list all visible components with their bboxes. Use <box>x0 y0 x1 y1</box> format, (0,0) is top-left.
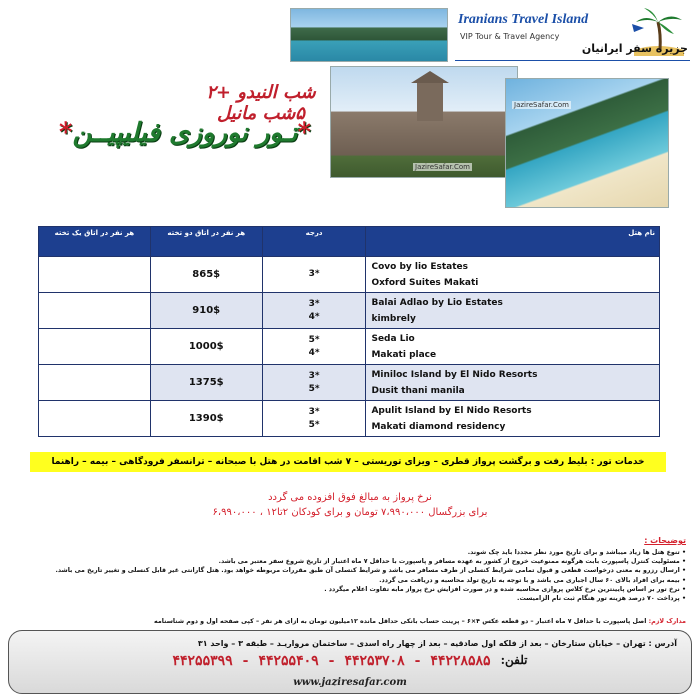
single-price-cell <box>39 329 151 365</box>
single-price-cell <box>39 365 151 401</box>
phone-number: ۴۴۲۵۵۴۰۹ <box>258 653 319 669</box>
double-price-cell: 1390$ <box>150 401 262 437</box>
flight-price-note: نرخ پرواز به مبالغ فوق افزوده می گردد <box>268 492 432 503</box>
address: آدرس : تهران – خیابان ستارخان – بعد از فلکه اول صادقیه – بعد از چهار راه اسدی – ساختمان مرواریـد – طبقه ۳ – واحد ۳۱ <box>197 639 677 648</box>
header-hotel-name: نام هتل <box>366 227 660 257</box>
table-row <box>39 329 660 365</box>
grade-value: 3* <box>308 406 320 417</box>
photo-cliffs <box>290 8 448 62</box>
grade-value: 5* <box>308 419 320 430</box>
tour-services: خدمات تور : بلیط رفت و برگشت پرواز قطری – ویزای توریستی – ۷ شب اقامت در هتل با صبحانه – ترانسفر فرودگاهی – بیمه – راهنما <box>30 452 666 472</box>
hotel-name: Miniloc Island by El Nido Resorts <box>371 369 538 380</box>
phone-separator: - <box>328 653 335 669</box>
note-item: • ارسال رزرو به معنی درخواست قطعی و قبول تمامی شرایط کنسلی از طرف مسافر می باشد و شرایط کنسلی آن طبق مقررات مربوطه خواهد بود. هتل گارانتی غیر قابل کنسلی و تغییر تاریخ می باشد. <box>55 567 686 575</box>
contact-footer <box>8 630 692 694</box>
tour-nights-title: ۲شب النیدو + ۵شب مانیل <box>206 82 316 124</box>
note-item: • نرخ تور بر اساس پایینترین نرخ کلاس پروازی محاسبه شده و در صورت افزایش نرخ پرواز مابه تفاوت اعلام میگردد . <box>324 585 686 593</box>
phone-label: تلفن: <box>500 653 528 667</box>
table-row <box>39 293 660 329</box>
phone-numbers <box>9 653 691 669</box>
table-row <box>39 257 660 293</box>
hotel-name: Apulit Island by El Nido Resorts <box>371 405 532 416</box>
note-item: • بیمه برای افراد بالای ۶۰ سال اجباری می باشد و با توجه به تاریخ تولد محاسبه و دریافت می گردد. <box>379 576 686 584</box>
table-row <box>39 401 660 437</box>
single-price-cell <box>39 401 151 437</box>
hotel-cell <box>366 329 660 365</box>
hotel-name: Seda Lio <box>371 333 415 344</box>
hotel-name: Oxford Suites Makati <box>371 277 479 288</box>
hotel-cell <box>366 365 660 401</box>
hotel-name: Balai Adlao by Lio Estates <box>371 297 503 308</box>
star-decoration: * <box>297 118 312 148</box>
phone-separator: - <box>414 653 421 669</box>
double-price-cell: 865$ <box>150 257 262 293</box>
hotel-cell <box>366 293 660 329</box>
hotel-cell <box>366 257 660 293</box>
phone-number: ۴۴۲۵۳۷۰۸ <box>344 653 405 669</box>
photo-caption: JazireSafar.Com <box>415 163 470 171</box>
hotel-name: Dusit thani manila <box>371 385 465 396</box>
notes-title: توضیحات : <box>644 536 686 545</box>
phone-separator: - <box>242 653 249 669</box>
grade-value: 4* <box>308 311 320 322</box>
photo-church <box>330 66 518 178</box>
table-header-row <box>39 227 660 257</box>
header-double-room: هر نفر در اتاق دو تخته <box>150 227 262 257</box>
grade-value: 3* <box>308 269 320 279</box>
grade-value: 3* <box>308 370 320 381</box>
grade-value: 5* <box>308 334 320 345</box>
grade-value: 4* <box>308 347 320 358</box>
brand-name-en: Iranians Travel Island <box>458 12 589 27</box>
double-price-cell: 1000$ <box>150 329 262 365</box>
single-price-cell <box>39 293 151 329</box>
hotel-name: kimbrely <box>371 313 416 324</box>
grade-value: 5* <box>308 383 320 394</box>
required-documents-label: مدارک لازم: <box>648 618 686 625</box>
tour-title <box>40 118 330 148</box>
grade-value: 3* <box>308 298 320 309</box>
grade-cell <box>262 293 366 329</box>
grade-cell <box>262 365 366 401</box>
website-link[interactable]: www.jaziresafar.com <box>293 677 407 688</box>
note-item: • تنوع هتل ها زیاد میباشد و برای تاریخ مورد نظر مجددا باید چک شوند. <box>467 549 686 556</box>
header-single-room: هر نفر در اتاق یک تخته <box>39 227 151 257</box>
price-table <box>38 226 660 437</box>
note-item: • مسئولیت کنترل پاسپورت بابت هرگونه ممنوعیت خروج از کشور به عهده مسافر و پاسپورت با حداقل ۷ ماه اعتبار از تاریخ شروع سفر معتبر می باشد. <box>218 558 686 566</box>
phone-number: ۴۴۲۵۵۳۹۹ <box>172 653 233 669</box>
notes-list <box>14 548 686 603</box>
required-documents-text: اصل پاسپورت با حداقل ۷ ماه اعتبار – دو قطعه عکس ۴×۶ – پرینت حساب بانکی حداقل مانده ۱۲میلیون تومان به ازای هر نفر – کپی صفحه اول و دوم شناسنامه <box>154 618 649 625</box>
star-decoration: * <box>58 118 73 148</box>
brand-subtitle: VIP Tour & Travel Agency <box>460 32 560 41</box>
double-price-cell: 910$ <box>150 293 262 329</box>
brand-name-fa: جزیره سفر ایرانیان <box>581 42 688 55</box>
flight-price-amounts: برای بزرگسال ۷،۹۹۰،۰۰۰ تومان و برای کودکان ۲تا۱۲ ، ۶،۹۹۰،۰۰۰ <box>212 507 488 518</box>
hotel-name: Makati diamond residency <box>371 421 506 432</box>
hotel-name: Makati place <box>371 349 437 360</box>
table-row <box>39 365 660 401</box>
single-price-cell <box>39 257 151 293</box>
photo-caption: JazireSafar.Com <box>514 101 569 109</box>
hotel-name: Covo by lio Estates <box>371 261 469 272</box>
required-documents <box>14 618 686 625</box>
grade-cell <box>262 401 366 437</box>
photo-beach <box>505 78 669 208</box>
tour-title-text: تـور نوروزی فیلیپیــن <box>72 118 298 148</box>
church-tower-shape <box>417 81 443 121</box>
note-item: • پرداخت ۷۰ درصد هزینه تور هنگام ثبت نام الزامیست. <box>517 595 686 603</box>
header-grade: درجه <box>262 227 366 257</box>
phone-number: ۴۴۲۲۸۵۸۵ <box>430 653 491 669</box>
grade-cell <box>262 257 366 293</box>
double-price-cell: 1375$ <box>150 365 262 401</box>
divider <box>455 60 690 61</box>
hotel-cell <box>366 401 660 437</box>
grade-cell <box>262 329 366 365</box>
